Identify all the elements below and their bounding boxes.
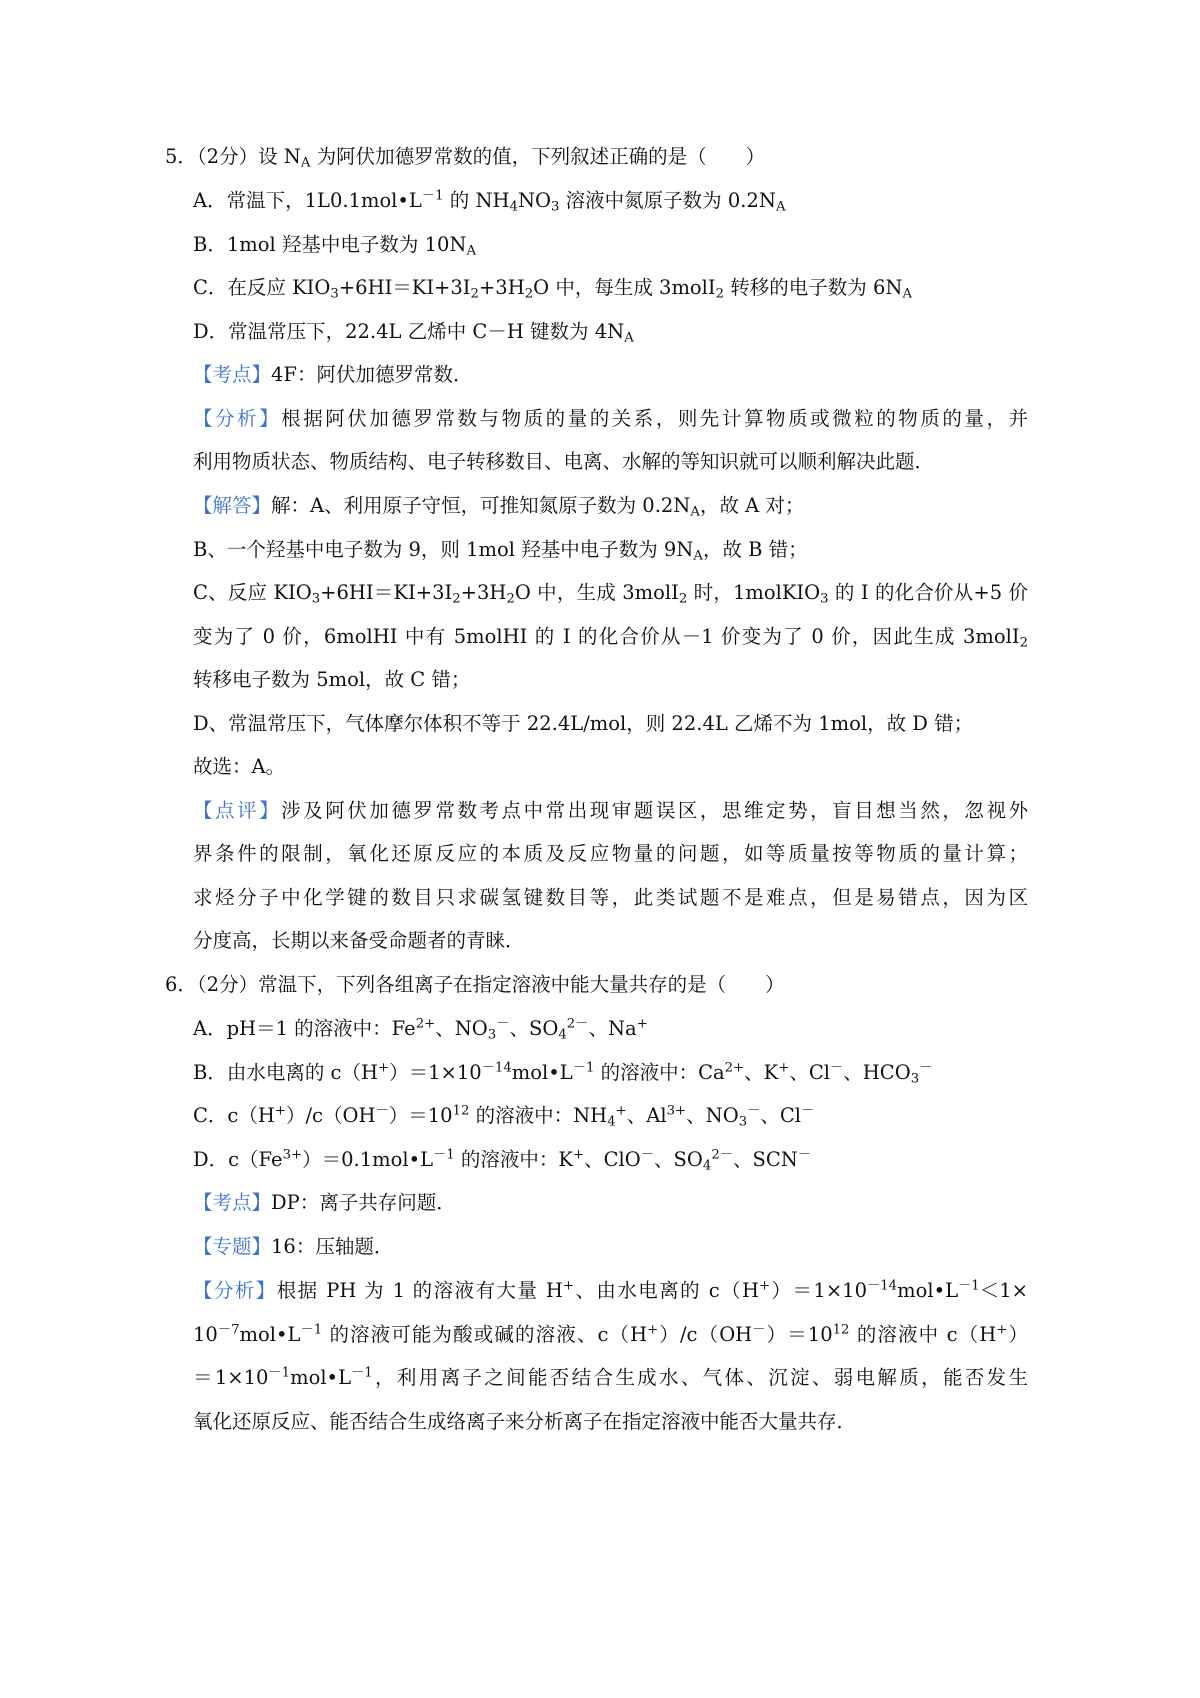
q5-dianping-line-1: 【点评】涉及阿伏加德罗常数考点中常出现审题误区，思维定势，盲目想当然，忽视外 [193, 799, 1028, 822]
q5-jieda-c-line-3: 转移电子数为 5mol，故 C 错； [193, 668, 471, 691]
q6-kaodian: 【考点】DP：离子共存问题． [193, 1191, 456, 1214]
q6-stem: 6．（2分）常温下，下列各组离子在指定溶液中能大量共存的是（ ） [165, 973, 785, 996]
q6-zhuanti: 【专题】16：压轴题． [193, 1235, 394, 1258]
q6-fenxi-line-3: $=1\times 10^{-1}mol•L^{-1}$，利用离子之间能否结合生成水、气体、沉淀、弱电解质，能否发生 [193, 1365, 1028, 1389]
q5-option-c: C．在反应 $KIO_3+6HI=KI+3I_2+3H_2O$ 中，每生成 3molI$_2$ 转移的电子数为 $6N_A$ [193, 276, 913, 302]
q6-option-c: C．$c(H^+)/c(OH^-)=10^{12}$ 的溶液中：$NH_4^+$、$Al^{3+}$、$NO_3^-$、Cl－ [193, 1103, 815, 1130]
q5-kaodian: 【考点】4F：阿伏加德罗常数． [193, 363, 473, 386]
q5-fenxi-line-2: 利用物质状态、物质结构、电子转移数目、电离、水解的等知识就可以顺利解决此题． [193, 450, 935, 473]
q5-dianping-line-2: 界条件的限制，氧化还原反应的本质及反应物量的问题，如等质量按等物质的量计算； [193, 842, 1028, 865]
dianping-tag: 【点评】 [193, 799, 282, 822]
q5-option-d: D．常温常压下，22.4L 乙烯中 C－H 键数为 $4N_A$ [193, 320, 634, 346]
q5-jieda-c-line-1: C、反应 $KIO_3+6HI=KI+3I_2+3H_2O$ 中，生成 3molI$_2$ 时，1molKIO$_3$ 的 I 的化合价从+5 价 [193, 581, 1028, 607]
q5-jieda-b: B、一个羟基中电子数为 9，则 1mol 羟基中电子数为 $9N_A$，故 B 错； [193, 538, 808, 564]
fenxi-tag: 【分析】 [193, 1279, 277, 1302]
q6-option-a: A．pH＝1 的溶液中：$Fe^{2+}$、$NO_3^-$、$SO_4^{2-}$、Na+ [193, 1016, 648, 1043]
q5-fenxi-line-1: 【分析】根据阿伏加德罗常数与物质的量的关系，则先计算物质或微粒的物质的量，并 [193, 407, 1028, 430]
fenxi-tag: 【分析】 [193, 407, 282, 430]
q6-fenxi-line-1: 【分析】根据 PH 为 1 的溶液有大量 H+、由水电离的 $c(H^+)=1\times 10^{-14}mol•L^{-1}<1\times$ [193, 1278, 1028, 1302]
q5-jieda-d: D、常温常压下，气体摩尔体积不等于 22.4L/mol，则 22.4L 乙烯不为 1mol，故 D 错； [193, 712, 974, 735]
q5-jieda-c-line-2: 变为了 0 价，6molHI 中有 5molHI 的 I 的化合价从－1 价变为了 0 价，因此生成 3molI$_2$ [193, 625, 1028, 651]
q5-dianping-line-3: 求烃分子中化学键的数目只求碳氢键数目等，此类试题不是难点，但是易错点，因为区 [193, 886, 1028, 909]
q6-fenxi-line-2: $10^{-7}mol•L^{-1}$ 的溶液可能为酸或碱的溶液、$c(H^+)/c(OH^-)=10^{12}$ 的溶液中 c（H+） [193, 1322, 1028, 1346]
q5-jieda-a: 【解答】解：A、利用原子守恒，可推知氮原子数为 $0.2N_A$，故 A 对； [193, 494, 805, 520]
q5-stem: 5．（2分）设 $N_A$ 为阿伏加德罗常数的值，下列叙述正确的是（ ） [165, 145, 766, 171]
q6-option-d: D．$c(Fe^{3+})=0.1mol•L^{-1}$ 的溶液中：K+、ClO－、$SO_4^{2-}$、SCN－ [193, 1147, 812, 1174]
q6-option-b: B．由水电离的 $c(H^+)=1\times 10^{-14}mol•L^{-1}$ 的溶液中：$Ca^{2+}$、K+、Cl－、$HCO_3^-$ [193, 1060, 933, 1087]
q5-option-a: A．常温下，$1L0.1mol•L^{-1}$ 的 $NH_4NO_3$ 溶液中氮原子数为 $0.2N_A$ [193, 188, 786, 215]
q6-fenxi-line-4: 氧化还原反应、能否结合生成络离子来分析离子在指定溶液中能否大量共存． [193, 1410, 857, 1433]
zhuanti-tag: 【专题】 [193, 1235, 272, 1258]
kaodian-tag: 【考点】 [193, 1191, 272, 1214]
kaodian-tag: 【考点】 [193, 363, 272, 386]
q5-jieda-selection: 故选：A。 [193, 755, 286, 778]
q5-dianping-line-4: 分度高，长期以来备受命题者的青睐． [193, 929, 525, 952]
q5-option-b: B．1mol 羟基中电子数为 $10N_A$ [193, 233, 477, 259]
jieda-tag: 【解答】 [193, 494, 272, 517]
